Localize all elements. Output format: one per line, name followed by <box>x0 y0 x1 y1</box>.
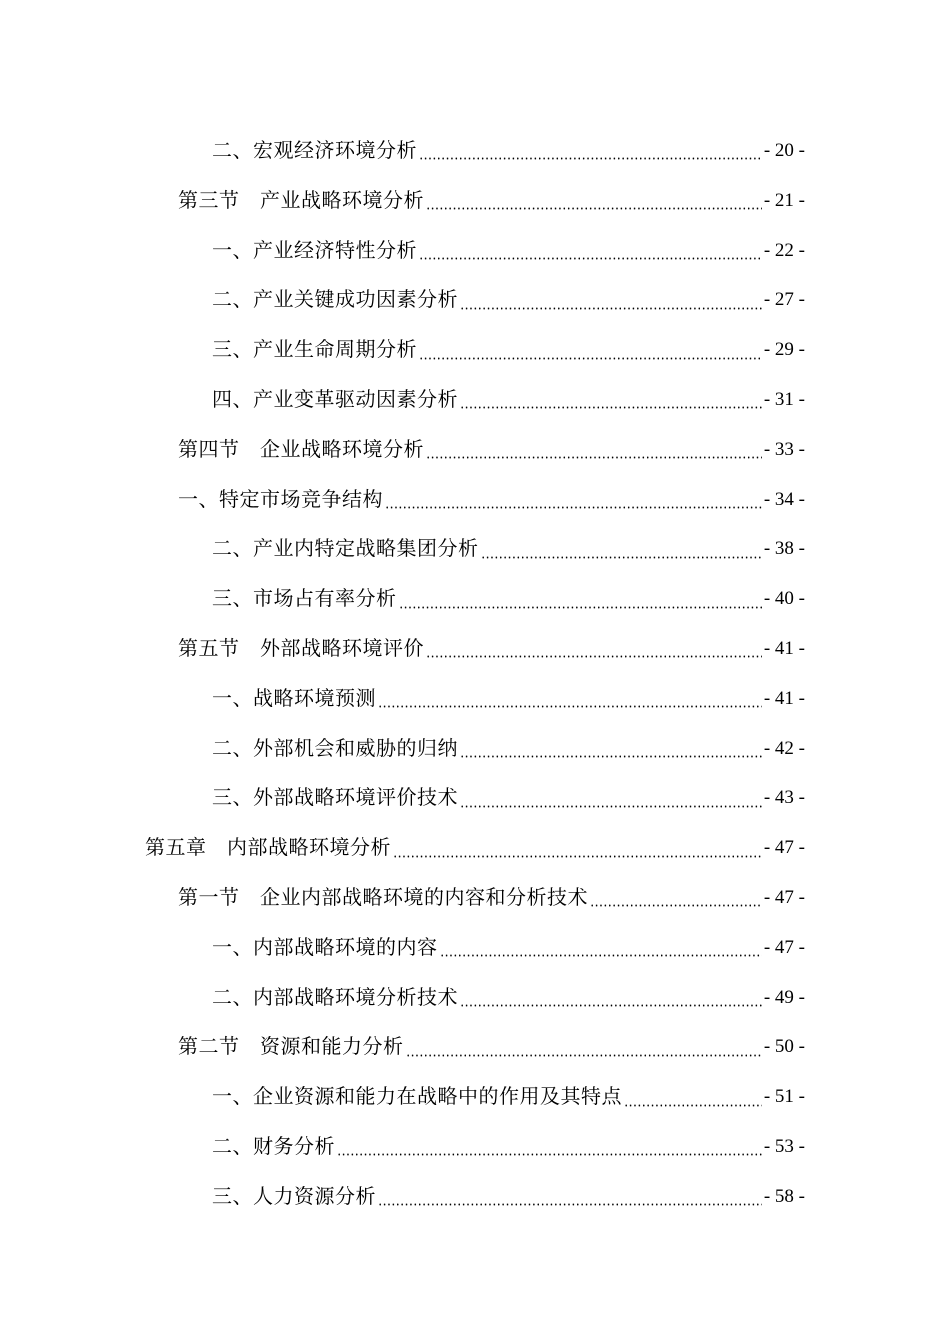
toc-page-number: - 34 - <box>763 488 805 510</box>
dot-leader <box>460 755 762 758</box>
table-of-contents <box>0 126 950 1222</box>
toc-entry-item[interactable] <box>0 325 950 375</box>
toc-entry-item[interactable] <box>0 275 950 325</box>
dot-leader <box>460 1004 762 1007</box>
dot-leader <box>440 954 762 957</box>
toc-page-number: - 50 - <box>763 1036 805 1058</box>
dot-leader <box>624 1104 762 1107</box>
toc-page-number: - 38 - <box>763 538 805 560</box>
toc-entry-title: 一、产业经济特性分析 <box>212 237 417 262</box>
dot-leader <box>378 705 762 708</box>
toc-entry-title: 二、产业关键成功因素分析 <box>212 287 458 312</box>
toc-page-number: - 41 - <box>763 637 805 659</box>
toc-entry-section[interactable] <box>0 624 950 674</box>
toc-entry-item[interactable] <box>0 1172 950 1222</box>
toc-entry-item[interactable] <box>0 524 950 574</box>
toc-entry-section[interactable] <box>0 873 950 923</box>
toc-page-number: - 47 - <box>763 936 805 958</box>
dot-leader <box>460 307 762 310</box>
dot-leader <box>393 855 762 858</box>
toc-entry-title: 二、宏观经济环境分析 <box>212 138 417 162</box>
toc-page-number: - 53 - <box>763 1135 805 1157</box>
toc-entry-item[interactable] <box>0 1122 950 1172</box>
toc-entry-item[interactable] <box>0 674 950 724</box>
toc-entry-title: 二、外部机会和威胁的归纳 <box>212 735 458 760</box>
toc-page-number: - 21 - <box>763 189 805 211</box>
toc-entry-item[interactable] <box>0 973 950 1023</box>
dot-leader <box>419 357 762 360</box>
toc-entry-title: 三、产业生命周期分析 <box>212 337 417 362</box>
toc-entry-title: 第一节 企业内部战略环境的内容和分析技术 <box>178 884 588 909</box>
toc-page-number: - 22 - <box>763 239 805 261</box>
dot-leader <box>460 805 762 808</box>
dot-leader <box>406 1054 762 1057</box>
toc-entry-title: 一、特定市场竞争结构 <box>178 486 383 511</box>
toc-page-number: - 20 - <box>763 140 805 161</box>
toc-entry-title: 二、财务分析 <box>212 1133 335 1158</box>
dot-leader <box>337 1153 762 1156</box>
toc-page-number: - 43 - <box>763 787 805 809</box>
toc-entry-title: 第三节 产业战略环境分析 <box>178 187 424 212</box>
toc-entry-item[interactable] <box>0 1072 950 1122</box>
toc-entry-section[interactable] <box>0 425 950 475</box>
toc-page-number: - 47 - <box>763 837 805 859</box>
toc-entry-chapter[interactable] <box>0 823 950 873</box>
toc-page-number: - 51 - <box>763 1086 805 1108</box>
toc-entry-item[interactable] <box>0 773 950 823</box>
toc-entry-title: 第五章 内部战略环境分析 <box>145 835 391 860</box>
toc-entry-item[interactable] <box>0 724 950 774</box>
dot-leader <box>481 556 762 559</box>
toc-entry-title: 三、外部战略环境评价技术 <box>212 785 458 810</box>
toc-entry-section[interactable] <box>0 1022 950 1072</box>
toc-entry-item[interactable] <box>0 226 950 276</box>
toc-page-number: - 42 - <box>763 737 805 759</box>
toc-entry-title: 三、人力资源分析 <box>212 1183 376 1208</box>
toc-entry-item[interactable] <box>0 126 950 176</box>
toc-entry-title: 一、内部战略环境的内容 <box>212 934 438 959</box>
toc-entry-section[interactable] <box>0 176 950 226</box>
toc-entry-item[interactable] <box>0 574 950 624</box>
dot-leader <box>399 606 762 609</box>
toc-page-number: - 31 - <box>763 388 805 410</box>
dot-leader <box>460 406 762 409</box>
toc-page-number: - 49 - <box>763 986 805 1008</box>
dot-leader <box>419 157 762 160</box>
dot-leader <box>590 904 762 907</box>
toc-page-number: - 40 - <box>763 588 805 610</box>
toc-entry-title: 第四节 企业战略环境分析 <box>178 436 424 461</box>
toc-entry-title: 二、内部战略环境分析技术 <box>212 984 458 1009</box>
toc-entry-title: 第二节 资源和能力分析 <box>178 1034 404 1059</box>
toc-page-number: - 29 - <box>763 339 805 361</box>
toc-page-number: - 33 - <box>763 438 805 460</box>
toc-page-number: - 27 - <box>763 289 805 311</box>
toc-entry-title: 一、企业资源和能力在战略中的作用及其特点 <box>212 1084 622 1109</box>
toc-entry-title: 一、战略环境预测 <box>212 685 376 710</box>
dot-leader <box>385 506 762 509</box>
dot-leader <box>426 655 762 658</box>
toc-page-number: - 58 - <box>763 1185 805 1207</box>
toc-entry-section[interactable] <box>0 475 950 525</box>
toc-entry-title: 二、产业内特定战略集团分析 <box>212 536 479 561</box>
toc-entry-item[interactable] <box>0 375 950 425</box>
toc-page-number: - 41 - <box>763 687 805 709</box>
toc-page-number: - 47 - <box>763 886 805 908</box>
dot-leader <box>378 1203 762 1206</box>
toc-entry-title: 四、产业变革驱动因素分析 <box>212 386 458 411</box>
dot-leader <box>426 456 762 459</box>
toc-entry-title: 三、市场占有率分析 <box>212 586 397 611</box>
dot-leader <box>426 207 762 210</box>
dot-leader <box>419 257 762 260</box>
toc-entry-item[interactable] <box>0 923 950 973</box>
toc-entry-title: 第五节 外部战略环境评价 <box>178 635 424 660</box>
